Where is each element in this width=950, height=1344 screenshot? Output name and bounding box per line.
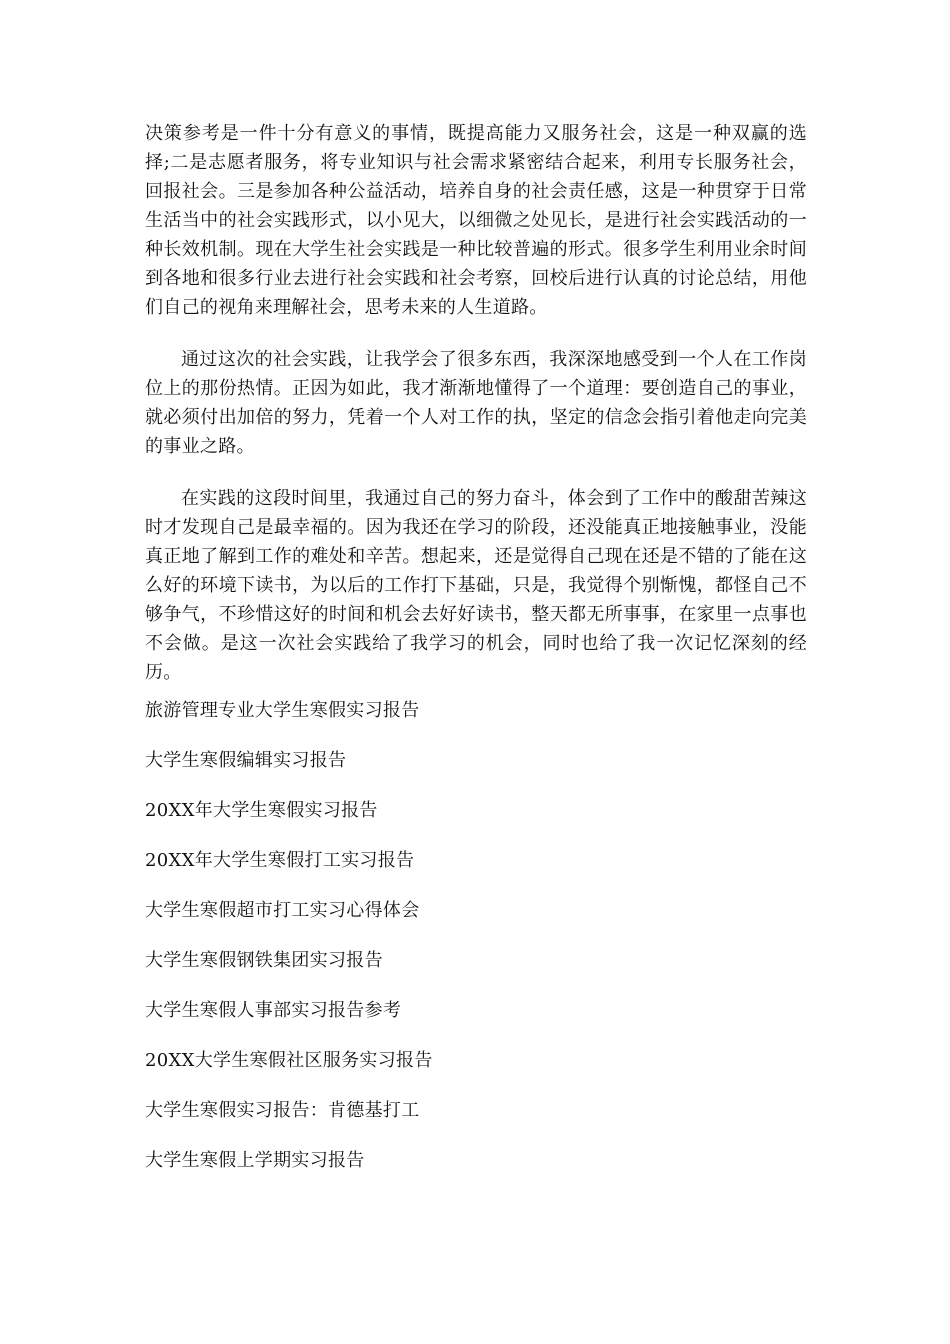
related-links-list <box>145 697 807 1197</box>
related-link-text[interactable]: 大学生寒假编辑实习报告 <box>145 750 347 771</box>
related-link-text[interactable]: 大学生寒假钢铁集团实习报告 <box>145 950 383 971</box>
paragraph-1: 决策参考是一件十分有意义的事情，既提高能力又服务社会，这是一种双赢的选择;二是志愿者服务，将专业知识与社会需求紧密结合起来，利用专长服务社会，回报社会。三是参加各种公益活动，培养自身的社会责任感，这是一种贯穿于日常生活当中的社会实践形式，以小见大，以细微之处见长，是进行社会实践活动的一种长效机制。现在大学生社会实践是一种比较普遍的形式。很多学生利用业余时间到各地和很多行业去进行社会实践和社会考察，回校后进行认真的讨论总结，用他们自己的视角来理解社会，思考未来的人生道路。 <box>145 123 807 318</box>
related-link-text[interactable]: 大学生寒假实习报告：肯德基打工 <box>145 1100 420 1121</box>
related-link-item[interactable] <box>145 897 807 947</box>
related-link-text[interactable]: 大学生寒假超市打工实习心得体会 <box>145 900 420 921</box>
related-link-item[interactable] <box>145 997 807 1047</box>
related-link-item[interactable] <box>145 747 807 797</box>
related-link-item[interactable] <box>145 697 807 747</box>
article-body <box>145 119 807 687</box>
paragraph-2: 通过这次的社会实践，让我学会了很多东西，我深深地感受到一个人在工作岗位上的那份热情。正因为如此，我才渐渐地懂得了一个道理：要创造自己的事业，就必须付出加倍的努力，凭着一个人对工作的执，坚定的信念会指引着他走向完美的事业之路。 <box>145 349 807 457</box>
related-link-text[interactable]: 20XX年大学生寒假打工实习报告 <box>145 850 415 871</box>
related-link-item[interactable] <box>145 947 807 997</box>
paragraph-3: 在实践的这段时间里，我通过自己的努力奋斗，体会到了工作中的酸甜苦辣这时才发现自己是最幸福的。因为我还在学习的阶段，还没能真正地接触事业，没能真正地了解到工作的难处和辛苦。想起来，还是觉得自己现在还是不错的了能在这么好的环境下读书，为以后的工作打下基础，只是，我觉得个别惭愧，都怪自己不够争气，不珍惜这好的时间和机会去好好读书，整天都无所事事，在家里一点事也不会做。是这一次社会实践给了我学习的机会，同时也给了我一次记忆深刻的经历。 <box>145 488 807 683</box>
related-link-item[interactable] <box>145 1097 807 1147</box>
related-link-text[interactable]: 大学生寒假上学期实习报告 <box>145 1150 365 1171</box>
related-link-text[interactable]: 20XX年大学生寒假实习报告 <box>145 800 378 821</box>
related-link-item[interactable] <box>145 1047 807 1097</box>
related-link-item[interactable] <box>145 847 807 897</box>
related-link-item[interactable] <box>145 1147 807 1197</box>
related-link-text[interactable]: 大学生寒假人事部实习报告参考 <box>145 1000 402 1021</box>
related-link-item[interactable] <box>145 797 807 847</box>
related-link-text[interactable]: 20XX大学生寒假社区服务实习报告 <box>145 1050 433 1071</box>
related-link-text[interactable]: 旅游管理专业大学生寒假实习报告 <box>145 700 420 721</box>
